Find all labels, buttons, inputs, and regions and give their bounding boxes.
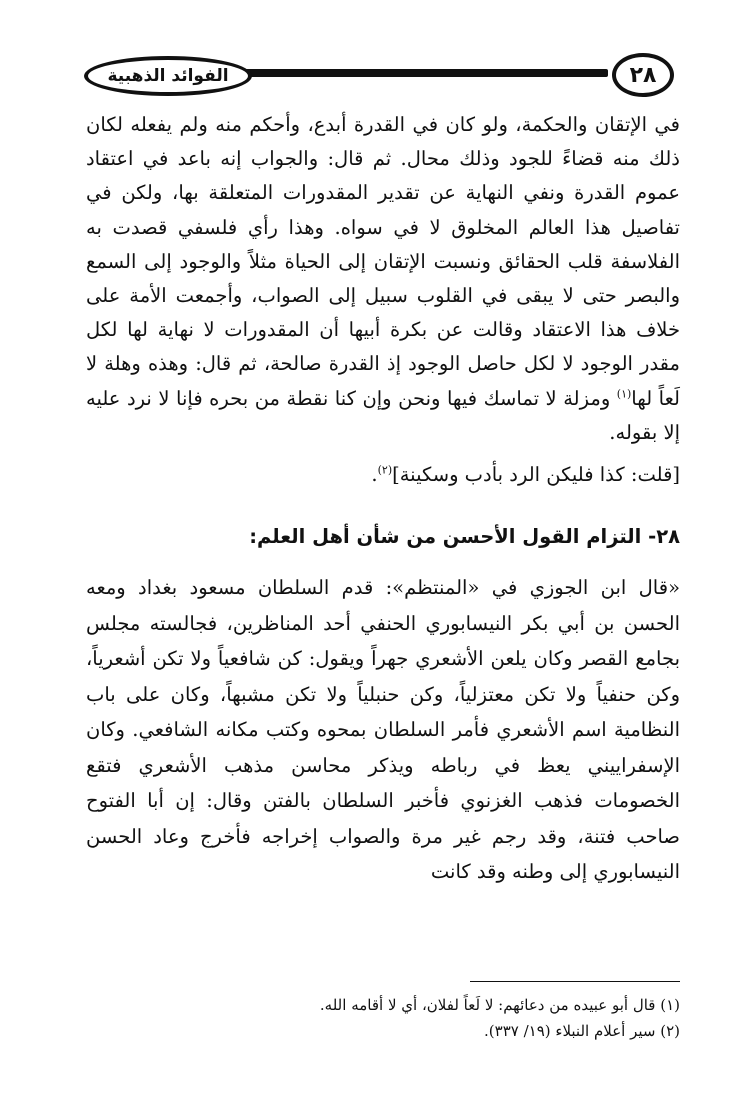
page-body xyxy=(86,108,680,890)
footnote-1: (١) قال أبو عبيده من دعائهم: لا لَعاً لفلان، أي لا أقامه الله. xyxy=(319,996,680,1014)
body-paragraph: «قال ابن الجوزي في «المنتظم»: قدم السلطان مسعود بغداد ومعه الحسن بن أبي بكر النيسابوري الحنفي أحد المناظرين، فجالسته مجلس بجامع القصر وكان يلعن الأشعري جهراً ويقول: كن شافعياً ولا تكن أشعرياً، وكن حنفياً ولا تكن معتزلياً، وكن حنبلياً ولا تكن مشبهاً، وكان على باب النظامية اسم الأشعري فأمر السلطان بمحوه وكتب مكانه الشافعي. وكان الإسفراييني يعظ في رباطه ويذكر محاسن مذهب الأشعري فتقع الخصومات فذهب الغزنوي فأخبر السلطان بالفتن وقال: إن أبا الفتوح صاحب فتنة، وقد رجم غير مرة والصواب إخراجه فأخرج وعاد الحسن النيسابوري إلى وطنه وقد كانت xyxy=(86,576,680,884)
footnote-reference: (١) xyxy=(616,387,632,401)
book-title: الفوائد الذهبية xyxy=(107,66,229,86)
footnote-reference: (٢) xyxy=(377,463,393,477)
footnote-2: (٢) سير أعلام النبلاء (١٩/ ٣٣٧). xyxy=(484,1022,680,1040)
footnotes xyxy=(86,992,680,1044)
footnote-separator xyxy=(470,981,680,982)
comment-text: [قلت: كذا فليكن الرد بأدب وسكينة] xyxy=(392,463,680,487)
book-title-badge xyxy=(84,56,252,96)
editor-comment xyxy=(86,458,680,492)
page-header xyxy=(78,50,678,98)
paragraph-text: في الإتقان والحكمة، ولو كان في القدرة أبدع، وأحكم منه ولم يفعله لكان ذلك منه قضاءً للجود وذلك محال. ثم قال: والجواب إنه باعد في اعتقاد عموم القدرة ونفي النهاية عن تقدير المقدورات المتعلقة بها، ولكن في تفاصيل هذا العالم المخلوق لا في سواه. وهذا رأي فلسفي قصدت به الفلاسفة قلب الحقائق ونسبت الإتقان إلى الحياة مثلاً والوجود إلى السمع والبصر حتى لا يبقى في القلوب سبيل إلى الصواب، وأجمعت الأمة على خلاف هذا الاعتقاد وقالت عن بكرة أبيها أن المقدورات لا نهاية لها لكل مقدر الوجود لا لكل حاصل الوجود إذ القدرة صالحة، ثم قال: وهذه وهلة لا لَعاً لها xyxy=(86,113,680,410)
paragraph-text-end: ومزلة لا تماسك فيها ونحن وإن كنا نقطة من بحره فإنا لا نرد عليه إلا بقوله. xyxy=(86,386,680,444)
page-number: ٢٨ xyxy=(629,62,657,88)
header-rule xyxy=(208,69,608,77)
page-number-badge xyxy=(612,53,674,97)
section-heading: ٢٨- التزام القول الأحسن من شأن أهل العلم: xyxy=(249,525,680,549)
comment-end: . xyxy=(371,463,378,487)
body-paragraph xyxy=(86,108,680,450)
